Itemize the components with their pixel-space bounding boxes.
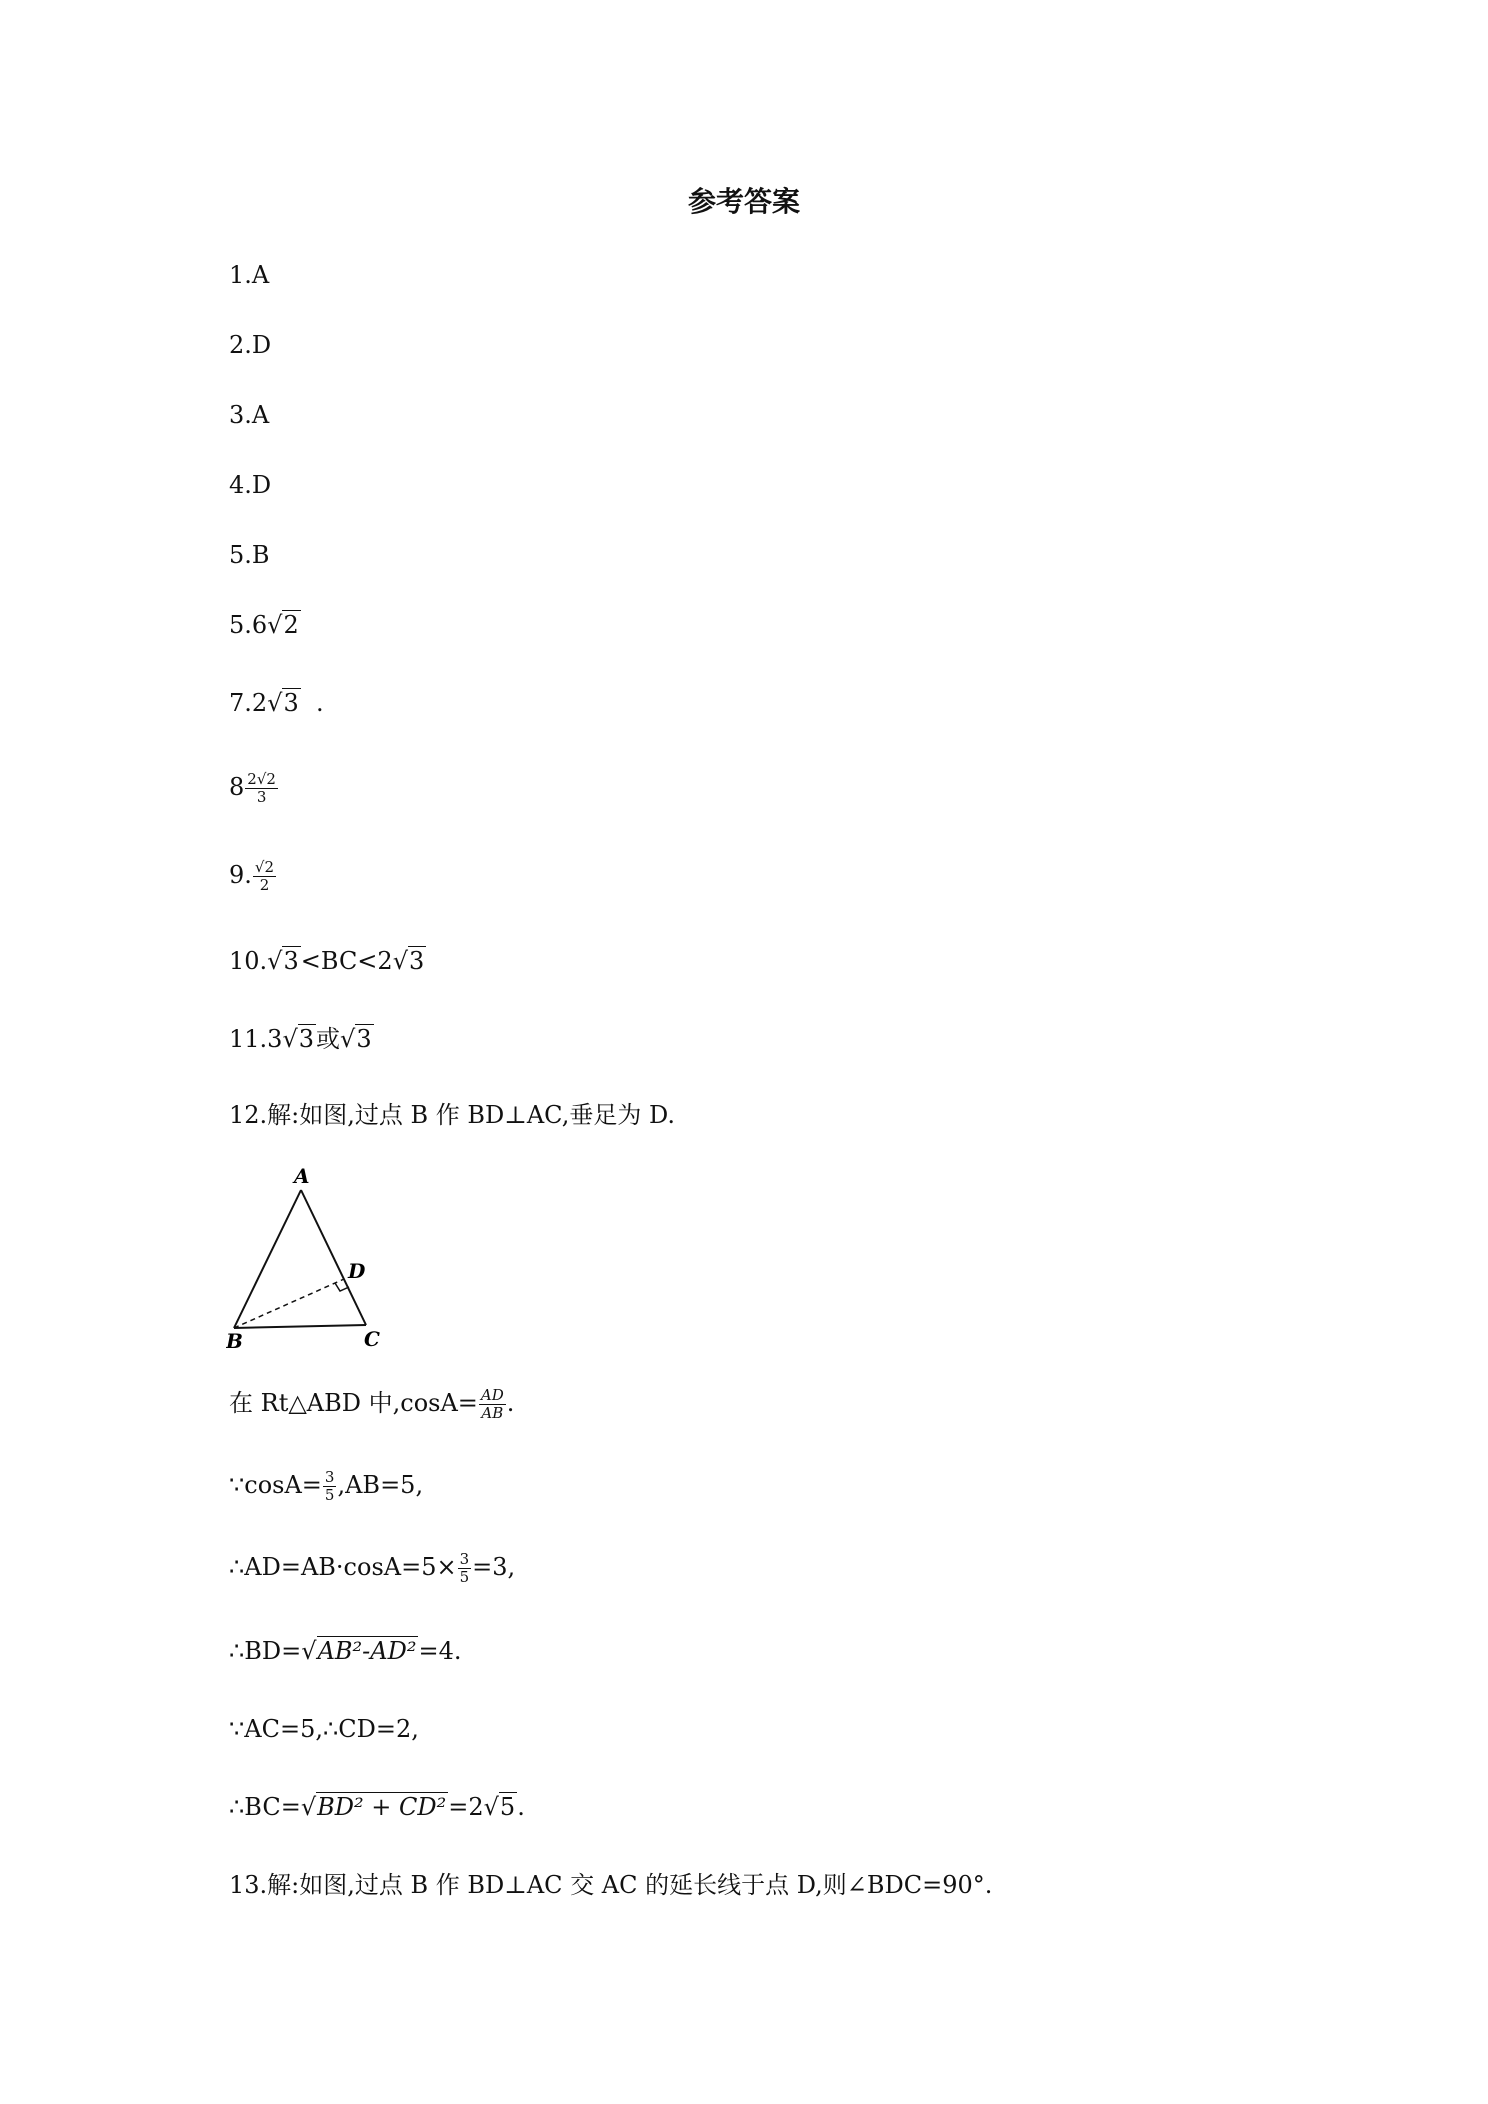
q12-step-1: 在 Rt△ABD 中,cosA= $\frac{AD}{AB}$ . (229, 1386, 515, 1422)
radicand: 3 (283, 689, 299, 717)
answer-10: 10.√3<BC<2√3 (229, 947, 425, 975)
label-c: C (364, 1327, 380, 1350)
q12-step-2: ∵cosA= $\frac{3}{5}$ ,AB=5, (229, 1468, 424, 1504)
fraction: $\frac{3}{5}$ (324, 1468, 335, 1504)
answer-1: 1.A (229, 261, 270, 289)
side-ac (301, 1190, 366, 1325)
answer-2: 2.D (229, 331, 272, 359)
label-d: D (348, 1259, 366, 1283)
answer-3: 3.A (229, 401, 270, 429)
q13-intro: 13.解:如图,过点 B 作 BD⊥AC 交 AC 的延长线于点 D,则∠BDC=90°. (229, 1871, 993, 1899)
label-a: A (294, 1165, 310, 1188)
q12-intro: 12.解:如图,过点 B 作 BD⊥AC,垂足为 D. (229, 1101, 675, 1129)
fraction: $\frac{√2}{2}$ (254, 858, 275, 894)
answer-11: 11.3√3或√3 (229, 1025, 372, 1053)
q12-step-3: ∴AD=AB·cosA=5× $\frac{3}{5}$ =3, (229, 1550, 516, 1586)
side-bc (234, 1325, 366, 1328)
triangle-figure (226, 1165, 401, 1350)
altitude-bd (234, 1279, 344, 1328)
answer-7: 7.2√3 . (229, 689, 324, 717)
radicand: 2 (283, 611, 299, 639)
side-ab (234, 1190, 301, 1328)
fraction: $\frac{3}{5}$ (459, 1550, 470, 1586)
answer-5: 5.B (229, 541, 270, 569)
answer-8: 8 $\frac{2√2}{3}$ (229, 770, 276, 806)
page-title: 参考答案 (687, 185, 800, 218)
answer-9: 9. $\frac{√2}{2}$ (229, 858, 275, 894)
answer-4: 4.D (229, 471, 272, 499)
fraction: $\frac{2√2}{3}$ (247, 770, 276, 806)
q12-step-5: ∵AC=5,∴CD=2, (229, 1715, 419, 1743)
fraction: $\frac{AD}{AB}$ (480, 1386, 504, 1422)
q12-step-6: ∴BC=√BD² + CD²=2√5. (229, 1793, 525, 1821)
q12-step-4: ∴BD=√AB²-AD²=4. (229, 1637, 462, 1665)
label-b: B (226, 1329, 243, 1350)
answer-6: 5.6√2 (229, 611, 299, 639)
